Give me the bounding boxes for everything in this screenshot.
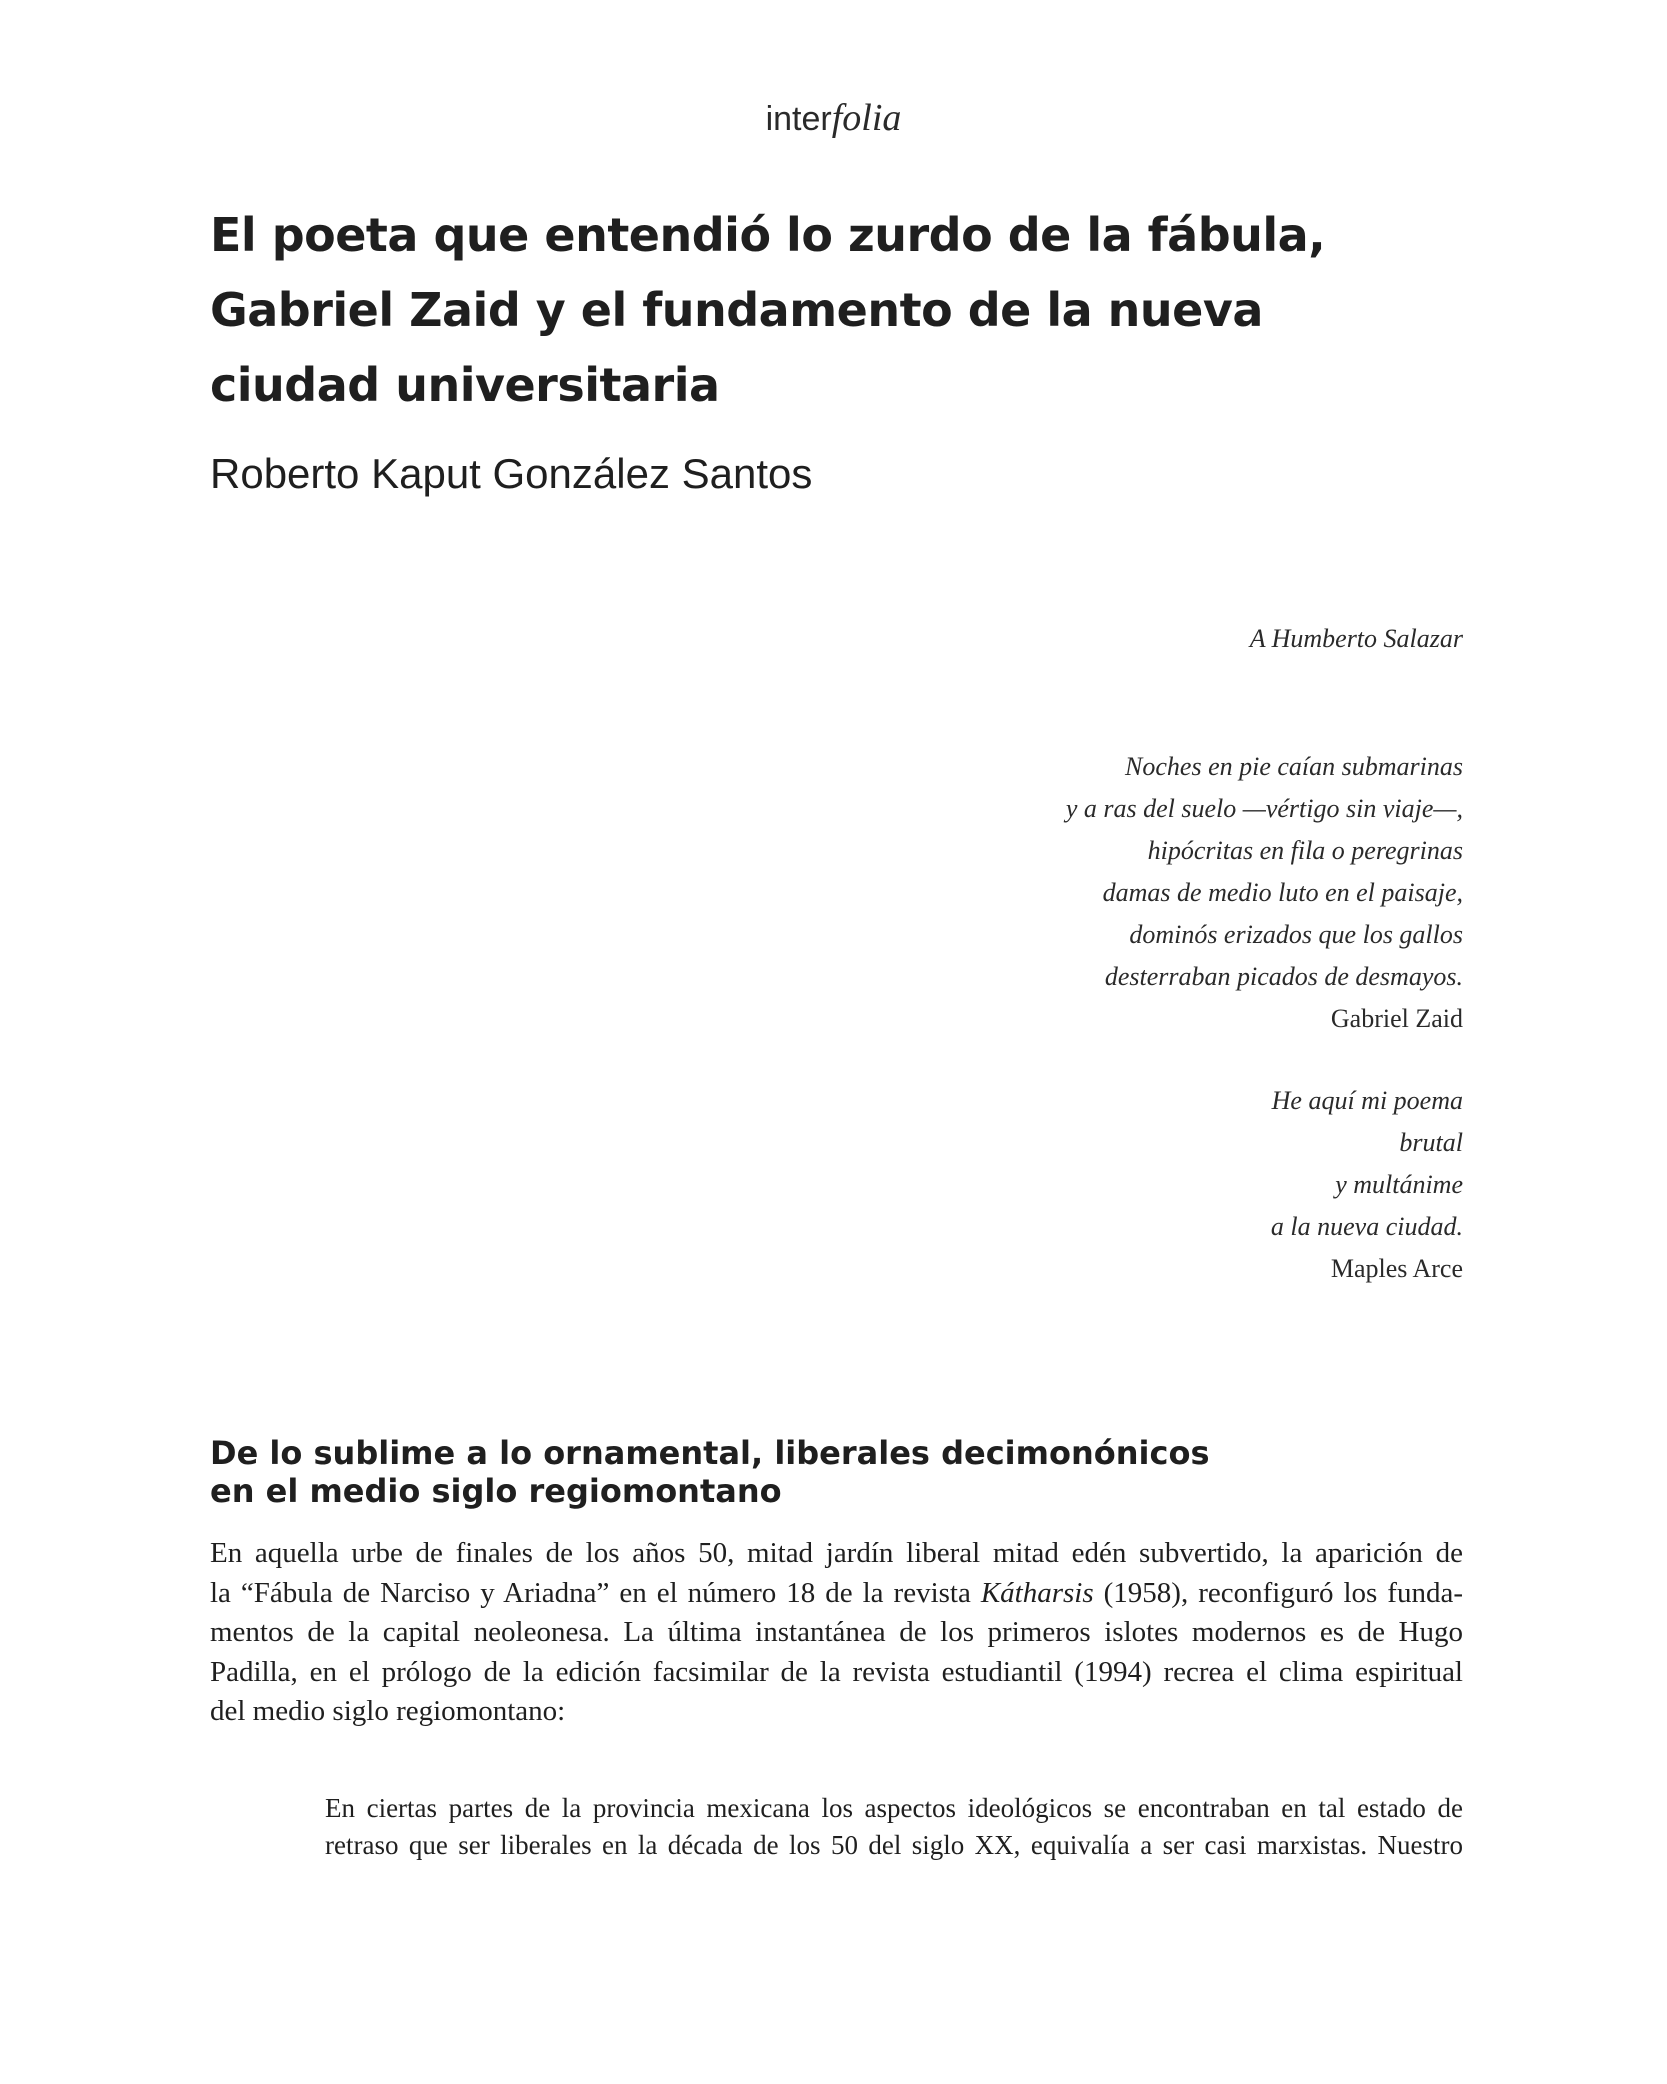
- epigraph-line: Noches en pie caían submarinas: [1125, 752, 1463, 781]
- epigraph-line: damas de medio luto en el paisaje,: [1102, 878, 1463, 907]
- epigraph-line: dominós erizados que los gallos: [1129, 920, 1463, 949]
- epigraph-attribution: Gabriel Zaid: [1330, 1004, 1463, 1033]
- article-title: [210, 198, 1470, 423]
- body-paragraph: [210, 1534, 1463, 1732]
- quote-line: retraso que ser liberales en la década de los 50 del siglo XX, equivalía a ser casi marxistas. Nuestro: [325, 1830, 1463, 1860]
- journal-title-katharsis: Kátharsis: [980, 1576, 1094, 1609]
- epigraph-zaid: [1066, 746, 1463, 1040]
- article-title-line: ciudad universitaria: [210, 358, 720, 412]
- epigraph-line: brutal: [1399, 1128, 1463, 1157]
- epigraph-line: He aquí mi poema: [1271, 1086, 1463, 1115]
- epigraph-attribution: Maples Arce: [1330, 1254, 1463, 1283]
- running-head-inter: inter: [765, 100, 832, 138]
- body-line: En aquella urbe de finales de los años 50, mitad jardín liberal mitad edén subvertido, la aparición de: [210, 1537, 1463, 1569]
- epigraph-line: a la nueva ciudad.: [1270, 1212, 1463, 1241]
- body-line-text: la “Fábula de Narciso y Ariadna” en el número 18 de la revista: [210, 1576, 981, 1609]
- body-line: [210, 1574, 1463, 1614]
- article-author: Roberto Kaput González Santos: [210, 450, 813, 497]
- article-title-line: El poeta que entendió lo zurdo de la fábula,: [210, 208, 1326, 262]
- body-line: mentos de la capital neoleonesa. La última instantánea de los primeros islotes modernos es de Hugo: [210, 1616, 1463, 1648]
- block-quote: [325, 1790, 1463, 1864]
- dedication: A Humberto Salazar: [1249, 624, 1463, 653]
- running-head: [0, 96, 1667, 140]
- epigraph-line: y multánime: [1335, 1170, 1463, 1199]
- section-heading-line: en el medio siglo regiomontano: [210, 1472, 782, 1510]
- running-head-folia: folia: [831, 97, 902, 139]
- article-title-line: Gabriel Zaid y el fundamento de la nueva: [210, 283, 1263, 337]
- epigraph-maples-arce: [1271, 1080, 1463, 1290]
- quote-line: En ciertas partes de la provincia mexicana los aspectos ideológicos se encontraban en tal estado de: [325, 1793, 1463, 1823]
- epigraph-line: hipócritas en fila o peregrinas: [1147, 836, 1463, 865]
- section-heading-line: De lo sublime a lo ornamental, liberales decimonónicos: [210, 1434, 1210, 1472]
- section-heading: [210, 1434, 1410, 1510]
- epigraph-line: y a ras del suelo —vértigo sin viaje—,: [1065, 794, 1463, 823]
- body-line-text: (1958), reconfiguró los funda-: [1093, 1576, 1463, 1609]
- epigraph-line: desterraban picados de desmayos.: [1104, 962, 1463, 991]
- body-line: Padilla, en el prólogo de la edición facsimilar de la revista estudiantil (1994) recrea el clima espiritual: [210, 1655, 1463, 1688]
- body-line: del medio siglo regiomontano:: [210, 1695, 566, 1727]
